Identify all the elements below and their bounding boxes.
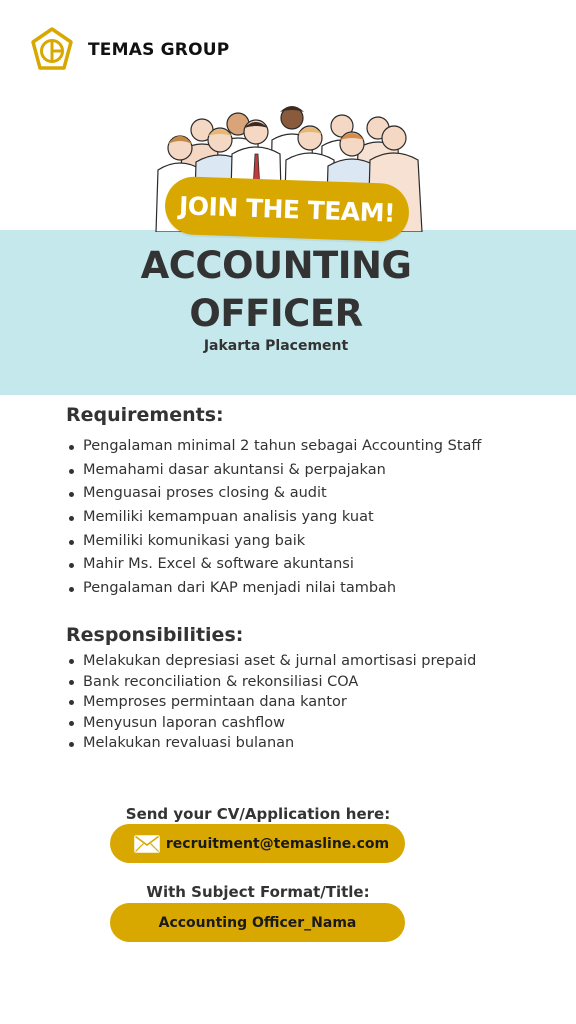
email-button[interactable] bbox=[110, 824, 405, 863]
list-item: Memiliki komunikasi yang baik bbox=[66, 530, 481, 554]
list-item: Memiliki kemampuan analisis yang kuat bbox=[66, 506, 481, 530]
requirements-heading: Requirements: bbox=[66, 404, 224, 426]
list-item: Bank reconciliation & rekonsiliasi COA bbox=[66, 672, 476, 693]
list-item: Mahir Ms. Excel & software akuntansi bbox=[66, 553, 481, 577]
requirements-list bbox=[66, 435, 481, 601]
job-placement: Jakarta Placement bbox=[203, 338, 349, 354]
envelope-icon bbox=[134, 835, 160, 853]
send-cv-label: Send your CV/Application here: bbox=[125, 805, 391, 823]
list-item: Pengalaman minimal 2 tahun sebagai Accounting Staff bbox=[66, 435, 481, 459]
list-item: Memahami dasar akuntansi & perpajakan bbox=[66, 459, 481, 483]
list-item: Melakukan revaluasi bulanan bbox=[66, 733, 476, 754]
email-address[interactable]: recruitment@temasline.com bbox=[165, 835, 390, 852]
subject-format-value: Accounting Officer_Nama bbox=[158, 914, 357, 931]
list-item: Menguasai proses closing & audit bbox=[66, 482, 481, 506]
responsibilities-list bbox=[66, 651, 476, 754]
list-item: Memproses permintaan dana kantor bbox=[66, 692, 476, 713]
list-item: Menyusun laporan cashflow bbox=[66, 713, 476, 734]
responsibilities-heading: Responsibilities: bbox=[66, 624, 244, 646]
brand-name: TEMAS GROUP bbox=[88, 40, 230, 60]
subject-format-label: With Subject Format/Title: bbox=[146, 883, 370, 901]
job-title-line2: OFFICER bbox=[189, 292, 363, 335]
join-the-team-badge bbox=[164, 176, 410, 242]
temas-hexagon-logo-icon bbox=[28, 26, 76, 74]
join-tagline: JOIN THE TEAM! bbox=[178, 190, 396, 228]
subject-format-pill bbox=[110, 903, 405, 942]
list-item: Pengalaman dari KAP menjadi nilai tambah bbox=[66, 577, 481, 601]
job-title-line1: ACCOUNTING bbox=[140, 244, 412, 287]
list-item: Melakukan depresiasi aset & jurnal amortisasi prepaid bbox=[66, 651, 476, 672]
brand-logo bbox=[28, 26, 229, 74]
